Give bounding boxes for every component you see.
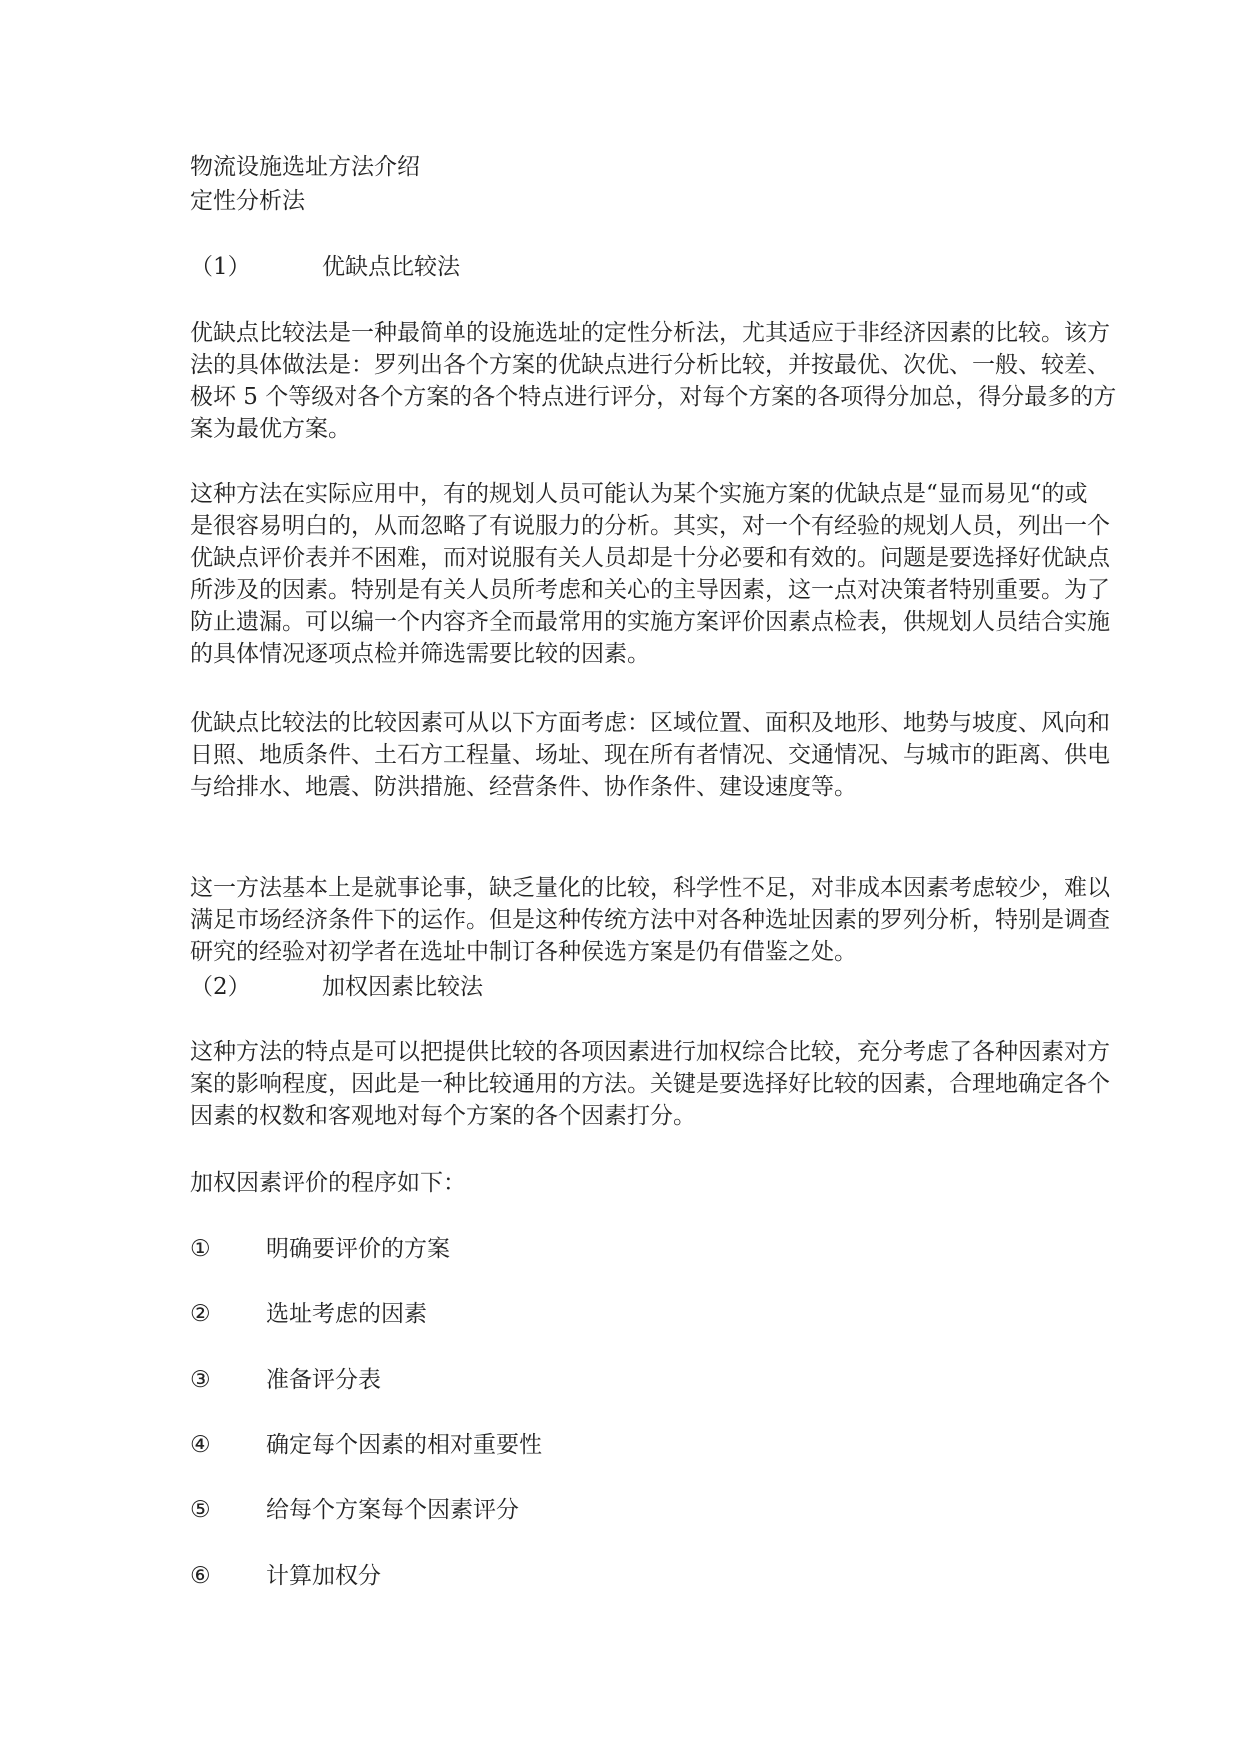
paragraph-line: 这种方法在实际应用中，有的规划人员可能认为某个实施方案的优缺点是“显而易见“的或: [190, 481, 1088, 507]
paragraph-line: 的具体情况逐项点检并筛选需要比较的因素。: [190, 641, 650, 667]
paragraph-line: 满足市场经济条件下的运作。但是这种传统方法中对各种选址因素的罗列分析，特别是调查: [190, 907, 1110, 933]
subsection-label: 优缺点比较法: [322, 254, 460, 280]
step-item: [190, 1494, 519, 1526]
step-item: [190, 1364, 381, 1396]
document-title: 物流设施选址方法介绍: [190, 154, 420, 180]
step-text: 明确要评价的方案: [266, 1236, 450, 1262]
paragraph-line: 日照、地质条件、土石方工程量、场址、现在所有者情况、交通情况、与城市的距离、供电: [190, 742, 1110, 768]
subsection-label: 加权因素比较法: [322, 974, 483, 1000]
paragraph-line: 极坏 5 个等级对各个方案的各个特点进行评分，对每个方案的各项得分加总，得分最多的方: [190, 384, 1117, 410]
steps-intro: 加权因素评价的程序如下：: [190, 1170, 466, 1196]
paragraph-4: [190, 872, 1110, 968]
step-number: ③: [190, 1367, 211, 1393]
paragraph-3: [190, 707, 1110, 803]
paragraph-line: 优缺点比较法的比较因素可从以下方面考虑：区域位置、面积及地形、地势与坡度、风向和: [190, 710, 1110, 736]
step-text: 准备评分表: [266, 1367, 381, 1393]
paragraph-5: [190, 1036, 1110, 1132]
subsection-number: （1）: [190, 254, 251, 280]
step-item: [190, 1429, 542, 1461]
paragraph-line: 优缺点评价表并不困难，而对说服有关人员却是十分必要和有效的。问题是要选择好优缺点: [190, 545, 1110, 571]
paragraph-line: 案的影响程度，因此是一种比较通用的方法。关键是要选择好比较的因素，合理地确定各个: [190, 1071, 1110, 1097]
paragraph-1: [190, 317, 1117, 445]
step-number: ②: [190, 1301, 211, 1327]
subsection-2-heading: [190, 971, 483, 1003]
step-text: 给每个方案每个因素评分: [266, 1497, 519, 1523]
step-item: [190, 1233, 450, 1265]
step-number: ⑥: [190, 1563, 211, 1589]
section-heading-qualitative: 定性分析法: [190, 188, 305, 214]
paragraph-line: 与给排水、地震、防洪措施、经营条件、协作条件、建设速度等。: [190, 774, 857, 800]
subsection-number: （2）: [190, 974, 251, 1000]
paragraph-line: 法的具体做法是：罗列出各个方案的优缺点进行分析比较，并按最优、次优、一般、较差、: [190, 352, 1110, 378]
paragraph-line: 优缺点比较法是一种最简单的设施选址的定性分析法，尤其适应于非经济因素的比较。该方: [190, 320, 1110, 346]
paragraph-line: 案为最优方案。: [190, 416, 351, 442]
step-text: 选址考虑的因素: [266, 1301, 427, 1327]
paragraph-line: 是很容易明白的，从而忽略了有说服力的分析。其实，对一个有经验的规划人员，列出一个: [190, 513, 1110, 539]
step-number: ④: [190, 1432, 211, 1458]
step-item: [190, 1560, 381, 1592]
paragraph-line: 因素的权数和客观地对每个方案的各个因素打分。: [190, 1103, 696, 1129]
step-text: 计算加权分: [266, 1563, 381, 1589]
paragraph-line: 研究的经验对初学者在选址中制订各种侯选方案是仍有借鉴之处。: [190, 939, 857, 965]
paragraph-2: [190, 478, 1110, 670]
paragraph-line: 防止遗漏。可以编一个内容齐全而最常用的实施方案评价因素点检表，供规划人员结合实施: [190, 609, 1110, 635]
step-item: [190, 1298, 427, 1330]
paragraph-line: 这一方法基本上是就事论事，缺乏量化的比较，科学性不足，对非成本因素考虑较少，难以: [190, 875, 1110, 901]
step-text: 确定每个因素的相对重要性: [266, 1432, 542, 1458]
paragraph-line: 这种方法的特点是可以把提供比较的各项因素进行加权综合比较，充分考虑了各种因素对方: [190, 1039, 1110, 1065]
step-number: ⑤: [190, 1497, 211, 1523]
step-number: ①: [190, 1236, 211, 1262]
subsection-1-heading: [190, 251, 460, 283]
paragraph-line: 所涉及的因素。特别是有关人员所考虑和关心的主导因素，这一点对决策者特别重要。为了: [190, 577, 1110, 603]
